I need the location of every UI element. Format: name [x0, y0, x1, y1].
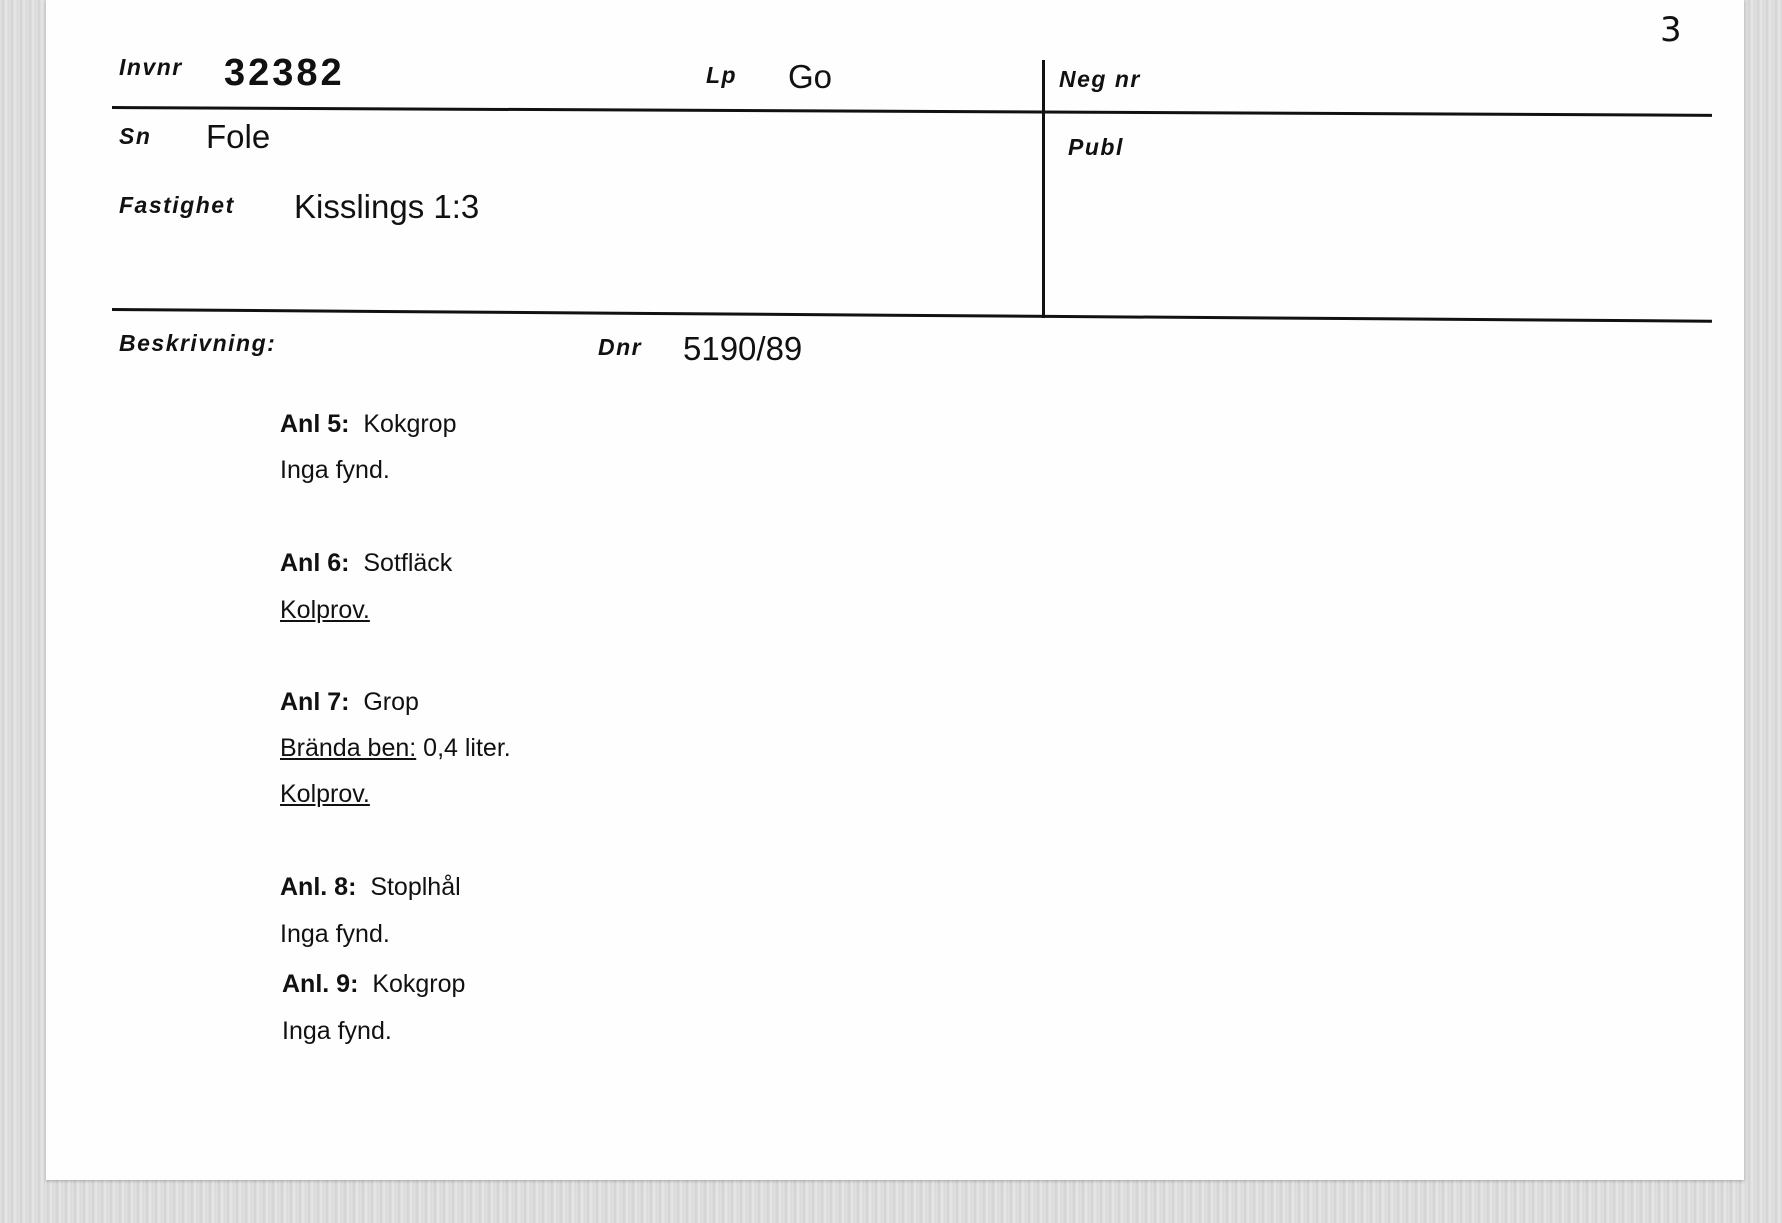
section-rule [112, 308, 1712, 323]
entry-sample [280, 596, 370, 625]
header-rule [112, 106, 1712, 117]
lp-value: Go [788, 58, 833, 95]
sample-text: Kolprov. [280, 596, 370, 624]
publ-label: Publ [1068, 134, 1124, 160]
vertical-divider [1042, 60, 1045, 318]
entry-note: Inga fynd. [280, 456, 390, 484]
sn-label: Sn [119, 123, 152, 149]
entry-title: Anl 6: [280, 549, 350, 577]
bones-label: Brända ben: [280, 734, 417, 762]
entry-anl-7 [280, 688, 419, 717]
entry-title: Anl 7: [280, 688, 350, 716]
entry-note: Inga fynd. [282, 1017, 392, 1045]
dnr-value: 5190/89 [683, 330, 803, 367]
entry-name: Kokgrop [372, 970, 466, 998]
fastighet-label: Fastighet [119, 192, 235, 218]
dnr-label: Dnr [598, 334, 643, 360]
entry-title: Anl 5: [280, 410, 350, 438]
fastighet-value: Kisslings 1:3 [294, 188, 480, 225]
entry-title: Anl. 8: [280, 873, 357, 901]
entry-title: Anl. 9: [282, 970, 359, 998]
page-number: 3 [1660, 10, 1682, 50]
entry-bones [280, 734, 511, 763]
sample-text: Kolprov. [280, 780, 370, 808]
entry-name: Stoplhål [370, 873, 461, 901]
beskrivning-label: Beskrivning: [119, 330, 277, 356]
entry-anl-6 [280, 549, 452, 578]
entry-anl-8 [280, 873, 461, 902]
entry-anl-5 [280, 410, 456, 439]
entry-anl-9 [282, 970, 465, 999]
sn-value: Fole [206, 118, 271, 155]
entry-name: Grop [363, 688, 419, 716]
invnr-value: 32382 [224, 52, 345, 94]
lp-label: Lp [706, 62, 738, 88]
entry-name: Sotfläck [363, 549, 453, 577]
archive-card [46, 0, 1744, 1180]
entry-sample [280, 780, 370, 809]
neg-nr-label: Neg nr [1059, 66, 1141, 92]
entry-note: Inga fynd. [280, 920, 390, 948]
bones-value: 0,4 liter. [423, 734, 511, 762]
entry-name: Kokgrop [363, 410, 457, 438]
invnr-label: Invnr [119, 54, 183, 80]
